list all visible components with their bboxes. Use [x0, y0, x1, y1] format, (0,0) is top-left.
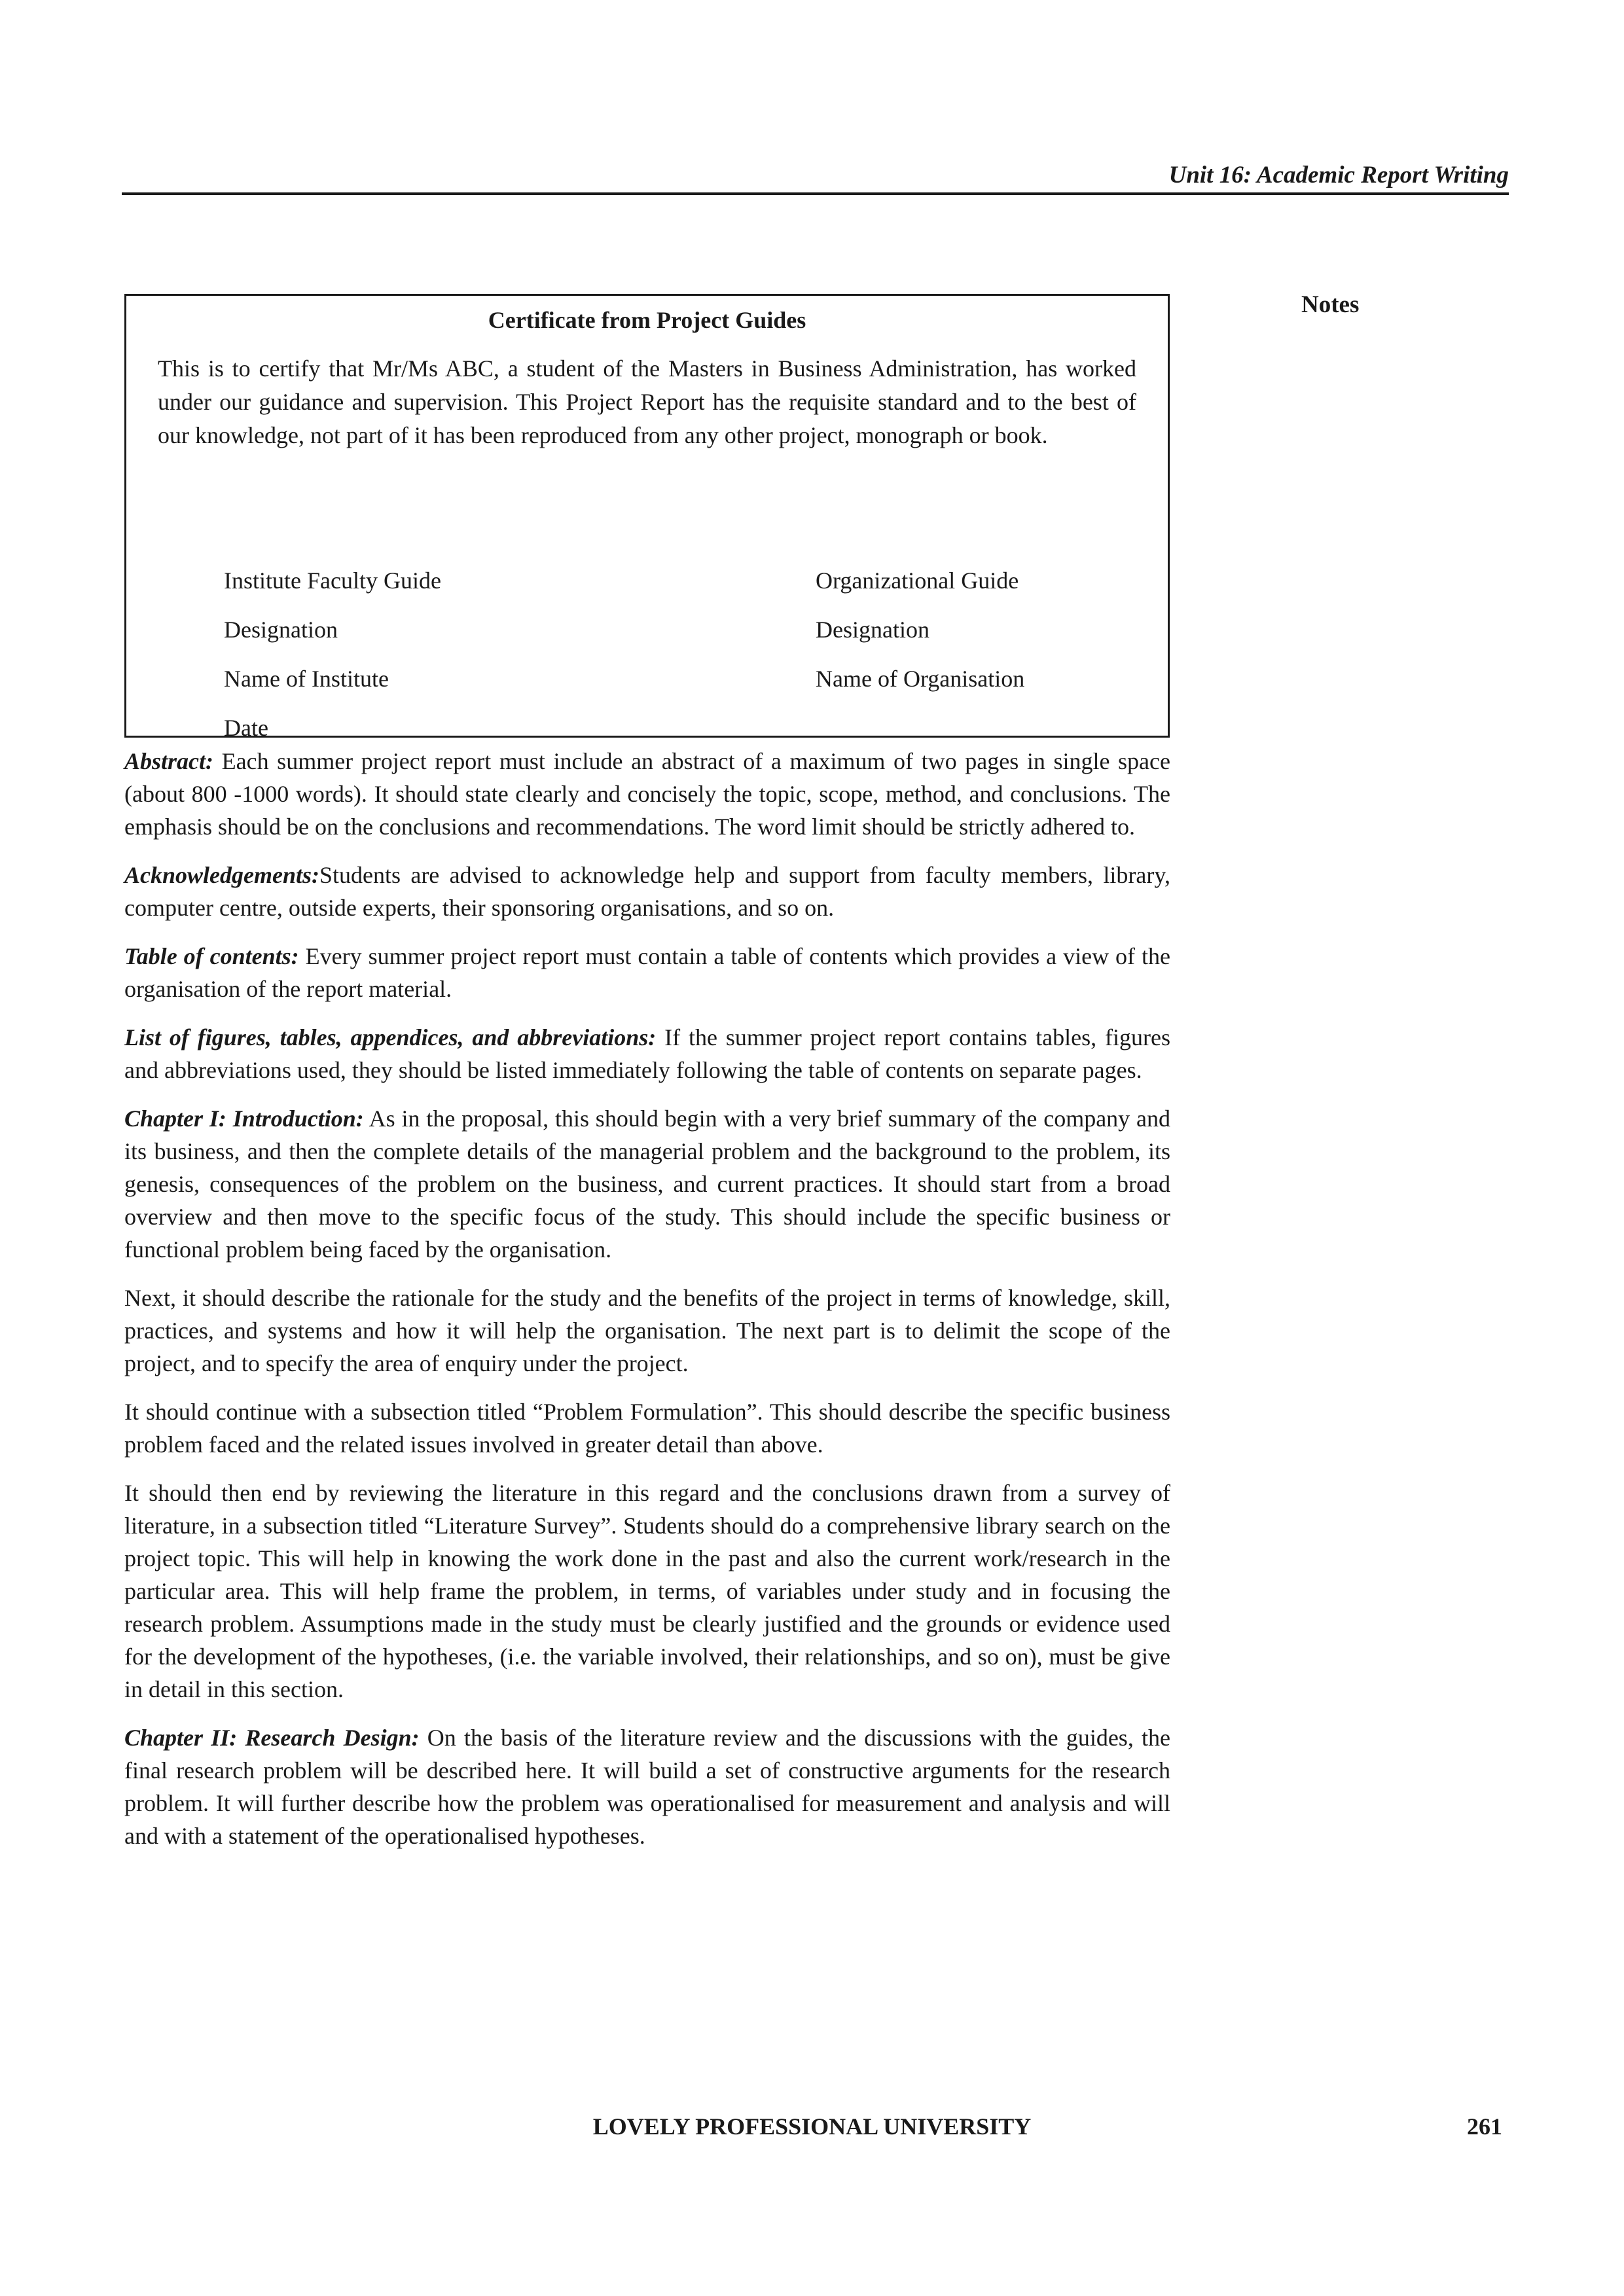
paragraph-text: Each summer project report must include an abstract of a maximum of two pages in single space (about 800 -1000 words). It should state clearly and concisely the topic, scope, method, and conclusions. The emphasis should be on the conclusions and recommendations. The word limit should be strictly adhered to.	[124, 748, 1170, 840]
signatory-institute-faculty-guide: Institute Faculty Guide	[224, 567, 441, 594]
paragraph-text: Next, it should describe the rationale for the study and the benefits of the project in terms of knowledge, skill, practices, and systems and how it will help the organisation. The next part is to delimit the scope of the project, and to specify the area of enquiry under the project.	[124, 1285, 1170, 1376]
signatory-designation-right: Designation	[816, 617, 929, 643]
certificate-box	[124, 294, 1170, 741]
certificate-title: Certificate from Project Guides	[488, 307, 806, 333]
page-header-title: Unit 16: Academic Report Writing	[1168, 162, 1509, 188]
paragraph-text: Students are advised to acknowledge help and support from faculty members, library, computer centre, outside experts, their sponsoring organisations, and so on.	[124, 862, 1170, 921]
signatory-date: Date	[224, 715, 268, 741]
paragraph-text: It should continue with a subsection titled “Problem Formulation”. This should describe the specific business problem faced and the related issues involved in greater detail than above.	[124, 1399, 1170, 1458]
notes-label: Notes	[1301, 291, 1360, 318]
paragraph-rationale	[124, 1282, 1170, 1380]
signatory-name-of-organisation: Name of Organisation	[816, 666, 1025, 692]
page-number: 261	[1467, 2113, 1502, 2140]
signatory-designation-left: Designation	[224, 617, 338, 643]
paragraph-chapter-2-research-design	[124, 1721, 1170, 1852]
paragraph-list-of-figures	[124, 1021, 1170, 1086]
body-text	[124, 745, 1170, 1868]
paragraph-table-of-contents	[124, 940, 1170, 1005]
paragraph-text: On the basis of the literature review and the discussions with the guides, the final research problem will be described here. It will build a set of constructive arguments for the research problem. It will further describe how the problem was operationalised for measurement and analysis and will and with a statement of the operationalised hypotheses.	[124, 1725, 1170, 1849]
paragraph-chapter-1-introduction	[124, 1102, 1170, 1266]
paragraph-lead: Table of contents:	[124, 943, 299, 969]
paragraph-abstract	[124, 745, 1170, 843]
paragraph-lead: List of figures, tables, appendices, and abbreviations:	[124, 1024, 657, 1050]
paragraph-lead: Abstract:	[124, 748, 214, 774]
paragraph-text: It should then end by reviewing the literature in this regard and the conclusions drawn from a survey of literature, in a subsection titled “Literature Survey”. Students should do a comprehensive library search on the project topic. This will help in knowing the work done in the past and also the current work/research in the particular area. This will help frame the problem, in terms, of variables under study and in focusing the research problem. Assumptions made in the study must be clearly justified and the grounds or evidence used for the development of the hypotheses, (i.e. the variable involved, their relationships, and so on), must be give in detail in this section.	[124, 1480, 1170, 1702]
signatory-organizational-guide: Organizational Guide	[816, 567, 1019, 594]
paragraph-lead: Acknowledgements:	[124, 862, 319, 888]
signatory-name-of-institute: Name of Institute	[224, 666, 389, 692]
paragraph-problem-formulation	[124, 1395, 1170, 1461]
paragraph-text: As in the proposal, this should begin with a very brief summary of the company and its business, and then the complete details of the managerial problem and the background to the problem, its genesis, consequences of the problem on the business, and current practices. It should start from a broad overview and then move to the specific focus of the study. This should include the specific business or functional problem being faced by the organisation.	[124, 1105, 1171, 1263]
paragraph-lead: Chapter II: Research Design:	[124, 1725, 420, 1751]
paragraph-text: Every summer project report must contain a table of contents which provides a view of the organisation of the report material.	[124, 943, 1171, 1002]
footer-university: LOVELY PROFESSIONAL UNIVERSITY	[592, 2113, 1032, 2140]
header-rule	[122, 192, 1509, 195]
paragraph-text: If the summer project report contains tables, figures and abbreviations used, they should be listed immediately following the table of contents on separate pages.	[124, 1024, 1170, 1083]
paragraph-acknowledgements	[124, 859, 1170, 924]
certificate-text: This is to certify that Mr/Ms ABC, a student of the Masters in Business Administration, has worked under our guidance and supervision. This Project Report has the requisite standard and to the best of our knowledge, not part of it has been reproduced from any other project, monograph or book.	[158, 355, 1136, 448]
paragraph-lead: Chapter I: Introduction:	[124, 1105, 364, 1132]
paragraph-literature-survey	[124, 1477, 1170, 1706]
